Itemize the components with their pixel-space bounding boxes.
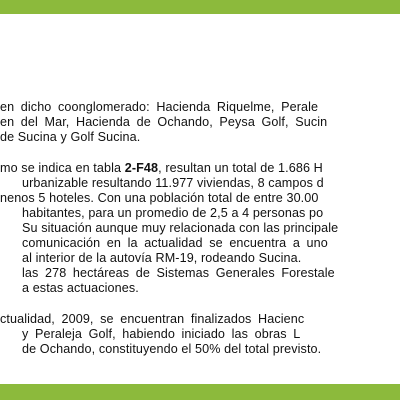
text-line: en dicho coonglomerado: Hacienda Riquelme, Perale (0, 100, 319, 114)
text-line: las 278 hectáreas de Sistemas Generales Forestale (22, 266, 335, 280)
text-line: ctualidad, 2009, se encuentran finalizados Hacienc (0, 312, 305, 326)
text-line: al interior de la autovía RM-19, rodeando Sucina. (22, 251, 302, 265)
text-line: habitantes, para un promedio de 2,5 a 4 personas po (22, 206, 324, 220)
bottom-accent-bar (0, 384, 400, 400)
text-line: urbanizable resultando 11.977 viviendas, 8 campos d (22, 176, 324, 190)
text-line: de Ochando, constituyendo el 50% del total previsto. (22, 342, 322, 356)
text-line: y Peraleja Golf, habiendo iniciado las obras L (22, 327, 301, 341)
text-line: en del Mar, Hacienda de Ochando, Peysa Golf, Sucin (0, 115, 328, 129)
text-line: comunicación en la actualidad se encuentra a uno (22, 236, 328, 250)
text-line: nenos 5 hoteles. Con una población total de entre 30.00 (0, 191, 319, 205)
text-line: de Sucina y Golf Sucina. (0, 130, 141, 144)
text-fragment: , resultan un total de 1.686 H (158, 161, 323, 175)
text-line (0, 161, 323, 175)
text-fragment: mo se indica en tabla (0, 161, 125, 175)
text-line: a estas actuaciones. (22, 281, 139, 295)
table-reference: 2-F48 (124, 161, 159, 175)
text-line: Su situación aunque muy relacionada con las principale (22, 221, 339, 235)
